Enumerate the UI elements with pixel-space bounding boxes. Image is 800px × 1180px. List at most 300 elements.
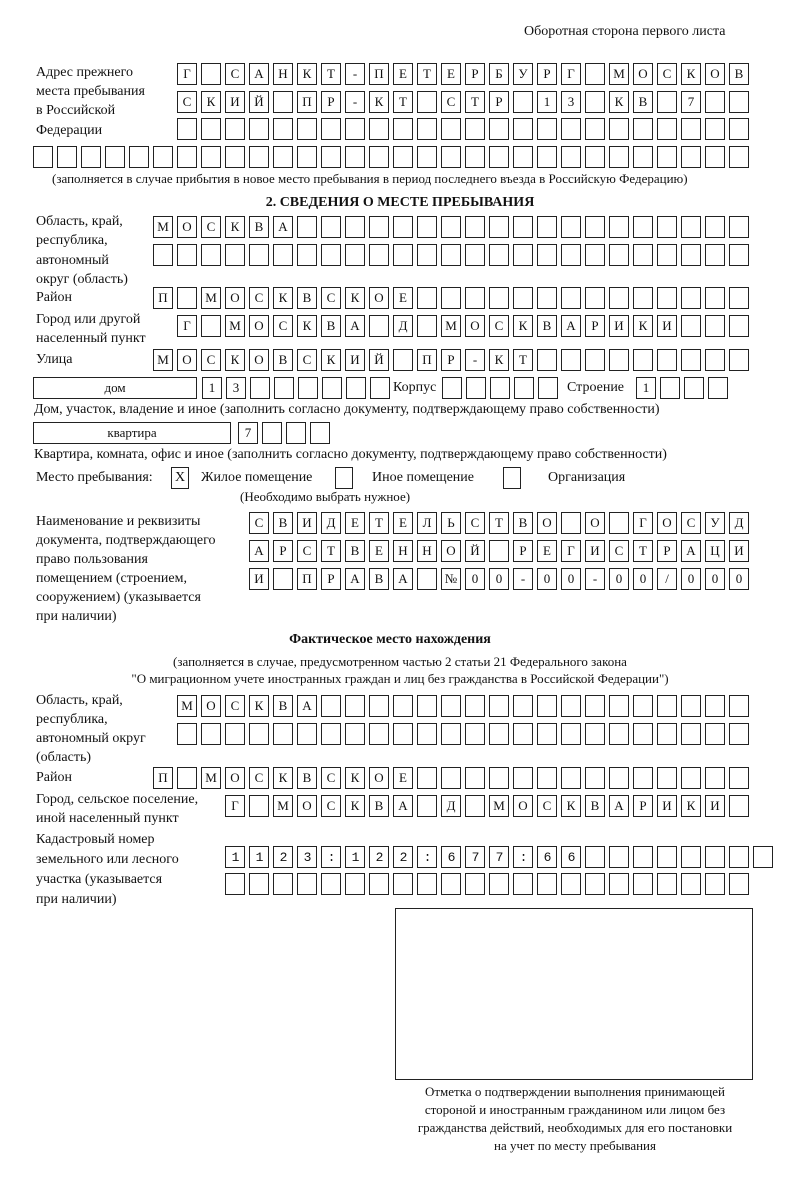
char-cell[interactable]: [633, 695, 653, 717]
char-cell[interactable]: [369, 146, 389, 168]
char-cell[interactable]: [657, 695, 677, 717]
char-cell[interactable]: [585, 873, 605, 895]
char-cell[interactable]: М: [225, 315, 245, 337]
char-cell[interactable]: К: [681, 63, 701, 85]
char-cell[interactable]: [321, 873, 341, 895]
char-cell[interactable]: [489, 287, 509, 309]
char-cell[interactable]: [465, 287, 485, 309]
char-cell[interactable]: [489, 244, 509, 266]
char-cell[interactable]: [297, 723, 317, 745]
stay-other-checkbox[interactable]: [335, 467, 353, 489]
char-cell[interactable]: [153, 244, 173, 266]
char-cell[interactable]: Т: [321, 540, 341, 562]
char-cell[interactable]: [681, 767, 701, 789]
char-cell[interactable]: [262, 422, 282, 444]
char-cell[interactable]: А: [393, 795, 413, 817]
char-cell[interactable]: И: [657, 315, 677, 337]
char-cell[interactable]: [201, 244, 221, 266]
char-cell[interactable]: С: [297, 540, 317, 562]
char-cell[interactable]: Н: [393, 540, 413, 562]
char-cell[interactable]: [561, 349, 581, 371]
char-cell[interactable]: [657, 91, 677, 113]
char-cell[interactable]: С: [537, 795, 557, 817]
char-cell[interactable]: [417, 795, 437, 817]
char-cell[interactable]: П: [297, 568, 317, 590]
char-cell[interactable]: [657, 873, 677, 895]
char-cell[interactable]: [346, 377, 366, 399]
char-cell[interactable]: [514, 377, 534, 399]
char-cell[interactable]: И: [729, 540, 749, 562]
char-cell[interactable]: [609, 216, 629, 238]
char-cell[interactable]: [489, 118, 509, 140]
char-cell[interactable]: Е: [441, 63, 461, 85]
char-cell[interactable]: [585, 63, 605, 85]
char-cell[interactable]: [297, 244, 317, 266]
char-cell[interactable]: [273, 723, 293, 745]
char-cell[interactable]: [561, 146, 581, 168]
char-cell[interactable]: [537, 287, 557, 309]
char-cell[interactable]: [345, 695, 365, 717]
char-cell[interactable]: [705, 287, 725, 309]
char-cell[interactable]: [273, 91, 293, 113]
char-cell[interactable]: В: [273, 349, 293, 371]
char-cell[interactable]: С: [225, 695, 245, 717]
char-cell[interactable]: М: [153, 349, 173, 371]
char-cell[interactable]: В: [513, 512, 533, 534]
char-cell[interactable]: [441, 216, 461, 238]
char-cell[interactable]: [321, 216, 341, 238]
char-cell[interactable]: [681, 216, 701, 238]
char-cell[interactable]: [297, 146, 317, 168]
char-cell[interactable]: [105, 146, 125, 168]
char-cell[interactable]: [705, 118, 725, 140]
char-cell[interactable]: [537, 244, 557, 266]
char-cell[interactable]: [729, 873, 749, 895]
char-cell[interactable]: С: [321, 287, 341, 309]
char-cell[interactable]: [57, 146, 77, 168]
char-cell[interactable]: К: [249, 695, 269, 717]
char-cell[interactable]: [489, 540, 509, 562]
char-cell[interactable]: О: [177, 216, 197, 238]
char-cell[interactable]: 0: [537, 568, 557, 590]
char-cell[interactable]: [513, 723, 533, 745]
char-cell[interactable]: [657, 244, 677, 266]
char-cell[interactable]: [681, 315, 701, 337]
char-cell[interactable]: [273, 118, 293, 140]
char-cell[interactable]: Д: [441, 795, 461, 817]
char-cell[interactable]: У: [705, 512, 725, 534]
char-cell[interactable]: [441, 146, 461, 168]
char-cell[interactable]: [513, 695, 533, 717]
char-cell[interactable]: [273, 568, 293, 590]
char-cell[interactable]: Л: [417, 512, 437, 534]
char-cell[interactable]: [561, 767, 581, 789]
char-cell[interactable]: Е: [537, 540, 557, 562]
char-cell[interactable]: [513, 244, 533, 266]
char-cell[interactable]: [657, 349, 677, 371]
char-cell[interactable]: [345, 723, 365, 745]
char-cell[interactable]: [489, 767, 509, 789]
char-cell[interactable]: [274, 377, 294, 399]
char-cell[interactable]: [561, 118, 581, 140]
char-cell[interactable]: [705, 216, 725, 238]
char-cell[interactable]: [177, 723, 197, 745]
char-cell[interactable]: Т: [513, 349, 533, 371]
char-cell[interactable]: [225, 118, 245, 140]
char-cell[interactable]: [249, 795, 269, 817]
char-cell[interactable]: М: [201, 767, 221, 789]
char-cell[interactable]: [441, 767, 461, 789]
char-cell[interactable]: Р: [465, 63, 485, 85]
char-cell[interactable]: В: [585, 795, 605, 817]
char-cell[interactable]: В: [369, 568, 389, 590]
char-cell[interactable]: [489, 146, 509, 168]
char-cell[interactable]: Р: [657, 540, 677, 562]
char-cell[interactable]: [537, 723, 557, 745]
char-cell[interactable]: -: [513, 568, 533, 590]
char-cell[interactable]: К: [561, 795, 581, 817]
char-cell[interactable]: [561, 873, 581, 895]
char-cell[interactable]: [561, 723, 581, 745]
char-cell[interactable]: К: [369, 91, 389, 113]
char-cell[interactable]: [681, 146, 701, 168]
char-cell[interactable]: [609, 118, 629, 140]
char-cell[interactable]: Й: [249, 91, 269, 113]
char-cell[interactable]: [441, 873, 461, 895]
char-cell[interactable]: [286, 422, 306, 444]
char-cell[interactable]: [681, 873, 701, 895]
char-cell[interactable]: 7: [238, 422, 258, 444]
char-cell[interactable]: [369, 118, 389, 140]
char-cell[interactable]: 0: [705, 568, 725, 590]
char-cell[interactable]: Ц: [705, 540, 725, 562]
char-cell[interactable]: В: [345, 540, 365, 562]
char-cell[interactable]: Р: [441, 349, 461, 371]
char-cell[interactable]: К: [201, 91, 221, 113]
char-cell[interactable]: [465, 146, 485, 168]
char-cell[interactable]: С: [249, 287, 269, 309]
char-cell[interactable]: К: [489, 349, 509, 371]
stay-organization-checkbox[interactable]: [503, 467, 521, 489]
char-cell[interactable]: [633, 873, 653, 895]
char-cell[interactable]: [660, 377, 680, 399]
char-cell[interactable]: А: [273, 216, 293, 238]
char-cell[interactable]: К: [681, 795, 701, 817]
char-cell[interactable]: К: [297, 315, 317, 337]
char-cell[interactable]: [345, 118, 365, 140]
char-cell[interactable]: [705, 91, 725, 113]
char-cell[interactable]: С: [249, 512, 269, 534]
char-cell[interactable]: Т: [369, 512, 389, 534]
char-cell[interactable]: [393, 216, 413, 238]
char-cell[interactable]: [201, 146, 221, 168]
char-cell[interactable]: [393, 146, 413, 168]
char-cell[interactable]: А: [249, 63, 269, 85]
char-cell[interactable]: Р: [489, 91, 509, 113]
char-cell[interactable]: О: [441, 540, 461, 562]
char-cell[interactable]: О: [249, 315, 269, 337]
char-cell[interactable]: Р: [273, 540, 293, 562]
char-cell[interactable]: [393, 873, 413, 895]
char-cell[interactable]: К: [321, 349, 341, 371]
char-cell[interactable]: С: [225, 63, 245, 85]
char-cell[interactable]: -: [465, 349, 485, 371]
char-cell[interactable]: [417, 118, 437, 140]
char-cell[interactable]: Е: [393, 767, 413, 789]
char-cell[interactable]: А: [345, 315, 365, 337]
char-cell[interactable]: [681, 695, 701, 717]
char-cell[interactable]: С: [465, 512, 485, 534]
char-cell[interactable]: [513, 216, 533, 238]
char-cell[interactable]: [633, 349, 653, 371]
char-cell[interactable]: 1: [636, 377, 656, 399]
char-cell[interactable]: [513, 91, 533, 113]
char-cell[interactable]: [585, 244, 605, 266]
char-cell[interactable]: [729, 795, 749, 817]
char-cell[interactable]: [513, 146, 533, 168]
char-cell[interactable]: [537, 118, 557, 140]
char-cell[interactable]: 0: [489, 568, 509, 590]
char-cell[interactable]: [249, 723, 269, 745]
char-cell[interactable]: К: [345, 287, 365, 309]
char-cell[interactable]: О: [633, 63, 653, 85]
char-cell[interactable]: [681, 349, 701, 371]
char-cell[interactable]: [609, 873, 629, 895]
char-cell[interactable]: С: [249, 767, 269, 789]
char-cell[interactable]: Т: [393, 91, 413, 113]
char-cell[interactable]: [489, 216, 509, 238]
char-cell[interactable]: О: [657, 512, 677, 534]
char-cell[interactable]: О: [225, 287, 245, 309]
char-cell[interactable]: М: [489, 795, 509, 817]
char-cell[interactable]: В: [537, 315, 557, 337]
char-cell[interactable]: Р: [585, 315, 605, 337]
char-cell[interactable]: О: [177, 349, 197, 371]
char-cell[interactable]: П: [153, 287, 173, 309]
char-cell[interactable]: А: [561, 315, 581, 337]
char-cell[interactable]: [561, 287, 581, 309]
char-cell[interactable]: [417, 695, 437, 717]
char-cell[interactable]: 3: [561, 91, 581, 113]
char-cell[interactable]: [393, 723, 413, 745]
char-cell[interactable]: 3: [226, 377, 246, 399]
char-cell[interactable]: -: [585, 568, 605, 590]
char-cell[interactable]: Д: [393, 315, 413, 337]
char-cell[interactable]: [249, 244, 269, 266]
char-cell[interactable]: [609, 287, 629, 309]
char-cell[interactable]: [729, 315, 749, 337]
char-cell[interactable]: [609, 767, 629, 789]
char-cell[interactable]: [393, 695, 413, 717]
char-cell[interactable]: О: [201, 695, 221, 717]
char-cell[interactable]: 1: [202, 377, 222, 399]
char-cell[interactable]: [729, 767, 749, 789]
char-cell[interactable]: [585, 767, 605, 789]
char-cell[interactable]: [177, 118, 197, 140]
char-cell[interactable]: [177, 287, 197, 309]
char-cell[interactable]: [249, 146, 269, 168]
char-cell[interactable]: В: [297, 287, 317, 309]
char-cell[interactable]: [321, 244, 341, 266]
char-cell[interactable]: С: [681, 512, 701, 534]
char-cell[interactable]: С: [441, 91, 461, 113]
char-cell[interactable]: [369, 315, 389, 337]
char-cell[interactable]: С: [321, 795, 341, 817]
char-cell[interactable]: О: [225, 767, 245, 789]
char-cell[interactable]: 0: [681, 568, 701, 590]
char-cell[interactable]: У: [513, 63, 533, 85]
char-cell[interactable]: Е: [393, 63, 413, 85]
char-cell[interactable]: 0: [465, 568, 485, 590]
char-cell[interactable]: [633, 767, 653, 789]
char-cell[interactable]: [585, 146, 605, 168]
char-cell[interactable]: [585, 723, 605, 745]
char-cell[interactable]: [465, 695, 485, 717]
char-cell[interactable]: [609, 244, 629, 266]
char-cell[interactable]: [657, 118, 677, 140]
char-cell[interactable]: С: [609, 540, 629, 562]
char-cell[interactable]: [273, 873, 293, 895]
char-cell[interactable]: С: [657, 63, 677, 85]
char-cell[interactable]: [249, 873, 269, 895]
char-cell[interactable]: [393, 349, 413, 371]
char-cell[interactable]: Н: [417, 540, 437, 562]
char-cell[interactable]: И: [345, 349, 365, 371]
char-cell[interactable]: [561, 512, 581, 534]
char-cell[interactable]: [633, 118, 653, 140]
char-cell[interactable]: [417, 723, 437, 745]
char-cell[interactable]: [633, 216, 653, 238]
char-cell[interactable]: [322, 377, 342, 399]
char-cell[interactable]: [177, 146, 197, 168]
char-cell[interactable]: Й: [369, 349, 389, 371]
char-cell[interactable]: А: [393, 568, 413, 590]
char-cell[interactable]: [513, 287, 533, 309]
char-cell[interactable]: [537, 349, 557, 371]
char-cell[interactable]: [705, 146, 725, 168]
char-cell[interactable]: И: [225, 91, 245, 113]
char-cell[interactable]: [297, 873, 317, 895]
char-cell[interactable]: [513, 118, 533, 140]
char-cell[interactable]: [81, 146, 101, 168]
char-cell[interactable]: А: [345, 568, 365, 590]
char-cell[interactable]: К: [225, 349, 245, 371]
char-cell[interactable]: [465, 767, 485, 789]
char-cell[interactable]: Г: [633, 512, 653, 534]
char-cell[interactable]: В: [729, 63, 749, 85]
char-cell[interactable]: Е: [345, 512, 365, 534]
char-cell[interactable]: [393, 118, 413, 140]
char-cell[interactable]: [321, 695, 341, 717]
char-cell[interactable]: Н: [273, 63, 293, 85]
char-cell[interactable]: А: [609, 795, 629, 817]
char-cell[interactable]: Р: [321, 91, 341, 113]
char-cell[interactable]: [657, 287, 677, 309]
char-cell[interactable]: Е: [393, 512, 413, 534]
char-cell[interactable]: 7: [681, 91, 701, 113]
char-cell[interactable]: [345, 216, 365, 238]
char-cell[interactable]: [489, 873, 509, 895]
char-cell[interactable]: Р: [321, 568, 341, 590]
char-cell[interactable]: [369, 695, 389, 717]
char-cell[interactable]: [633, 287, 653, 309]
char-cell[interactable]: [310, 422, 330, 444]
char-cell[interactable]: [708, 377, 728, 399]
char-cell[interactable]: М: [177, 695, 197, 717]
char-cell[interactable]: С: [177, 91, 197, 113]
char-cell[interactable]: [465, 244, 485, 266]
char-cell[interactable]: [441, 695, 461, 717]
char-cell[interactable]: О: [585, 512, 605, 534]
char-cell[interactable]: [729, 244, 749, 266]
char-cell[interactable]: В: [369, 795, 389, 817]
char-cell[interactable]: О: [705, 63, 725, 85]
char-cell[interactable]: С: [201, 216, 221, 238]
char-cell[interactable]: [393, 244, 413, 266]
char-cell[interactable]: А: [681, 540, 701, 562]
char-cell[interactable]: [345, 244, 365, 266]
char-cell[interactable]: [513, 767, 533, 789]
char-cell[interactable]: К: [225, 216, 245, 238]
char-cell[interactable]: М: [153, 216, 173, 238]
char-cell[interactable]: [417, 315, 437, 337]
char-cell[interactable]: [585, 287, 605, 309]
char-cell[interactable]: [297, 216, 317, 238]
char-cell[interactable]: О: [537, 512, 557, 534]
char-cell[interactable]: [705, 244, 725, 266]
char-cell[interactable]: [681, 287, 701, 309]
char-cell[interactable]: [465, 216, 485, 238]
char-cell[interactable]: [297, 118, 317, 140]
char-cell[interactable]: [417, 767, 437, 789]
char-cell[interactable]: С: [321, 767, 341, 789]
char-cell[interactable]: [537, 146, 557, 168]
char-cell[interactable]: [585, 349, 605, 371]
char-cell[interactable]: [225, 723, 245, 745]
char-cell[interactable]: [369, 244, 389, 266]
char-cell[interactable]: [729, 118, 749, 140]
char-cell[interactable]: №: [441, 568, 461, 590]
char-cell[interactable]: Р: [513, 540, 533, 562]
char-cell[interactable]: [417, 244, 437, 266]
char-cell[interactable]: [225, 146, 245, 168]
char-cell[interactable]: П: [297, 91, 317, 113]
char-cell[interactable]: [585, 216, 605, 238]
char-cell[interactable]: Г: [177, 315, 197, 337]
apartment-type-field[interactable]: квартира: [33, 422, 231, 444]
char-cell[interactable]: С: [273, 315, 293, 337]
char-cell[interactable]: [537, 695, 557, 717]
char-cell[interactable]: А: [249, 540, 269, 562]
char-cell[interactable]: [633, 244, 653, 266]
char-cell[interactable]: [609, 695, 629, 717]
char-cell[interactable]: К: [345, 767, 365, 789]
char-cell[interactable]: [561, 216, 581, 238]
char-cell[interactable]: [657, 216, 677, 238]
char-cell[interactable]: И: [705, 795, 725, 817]
char-cell[interactable]: И: [609, 315, 629, 337]
char-cell[interactable]: [585, 695, 605, 717]
char-cell[interactable]: Е: [393, 287, 413, 309]
char-cell[interactable]: П: [369, 63, 389, 85]
char-cell[interactable]: И: [585, 540, 605, 562]
char-cell[interactable]: К: [345, 795, 365, 817]
char-cell[interactable]: 0: [633, 568, 653, 590]
char-cell[interactable]: В: [249, 216, 269, 238]
char-cell[interactable]: [537, 216, 557, 238]
char-cell[interactable]: [561, 244, 581, 266]
char-cell[interactable]: [201, 118, 221, 140]
